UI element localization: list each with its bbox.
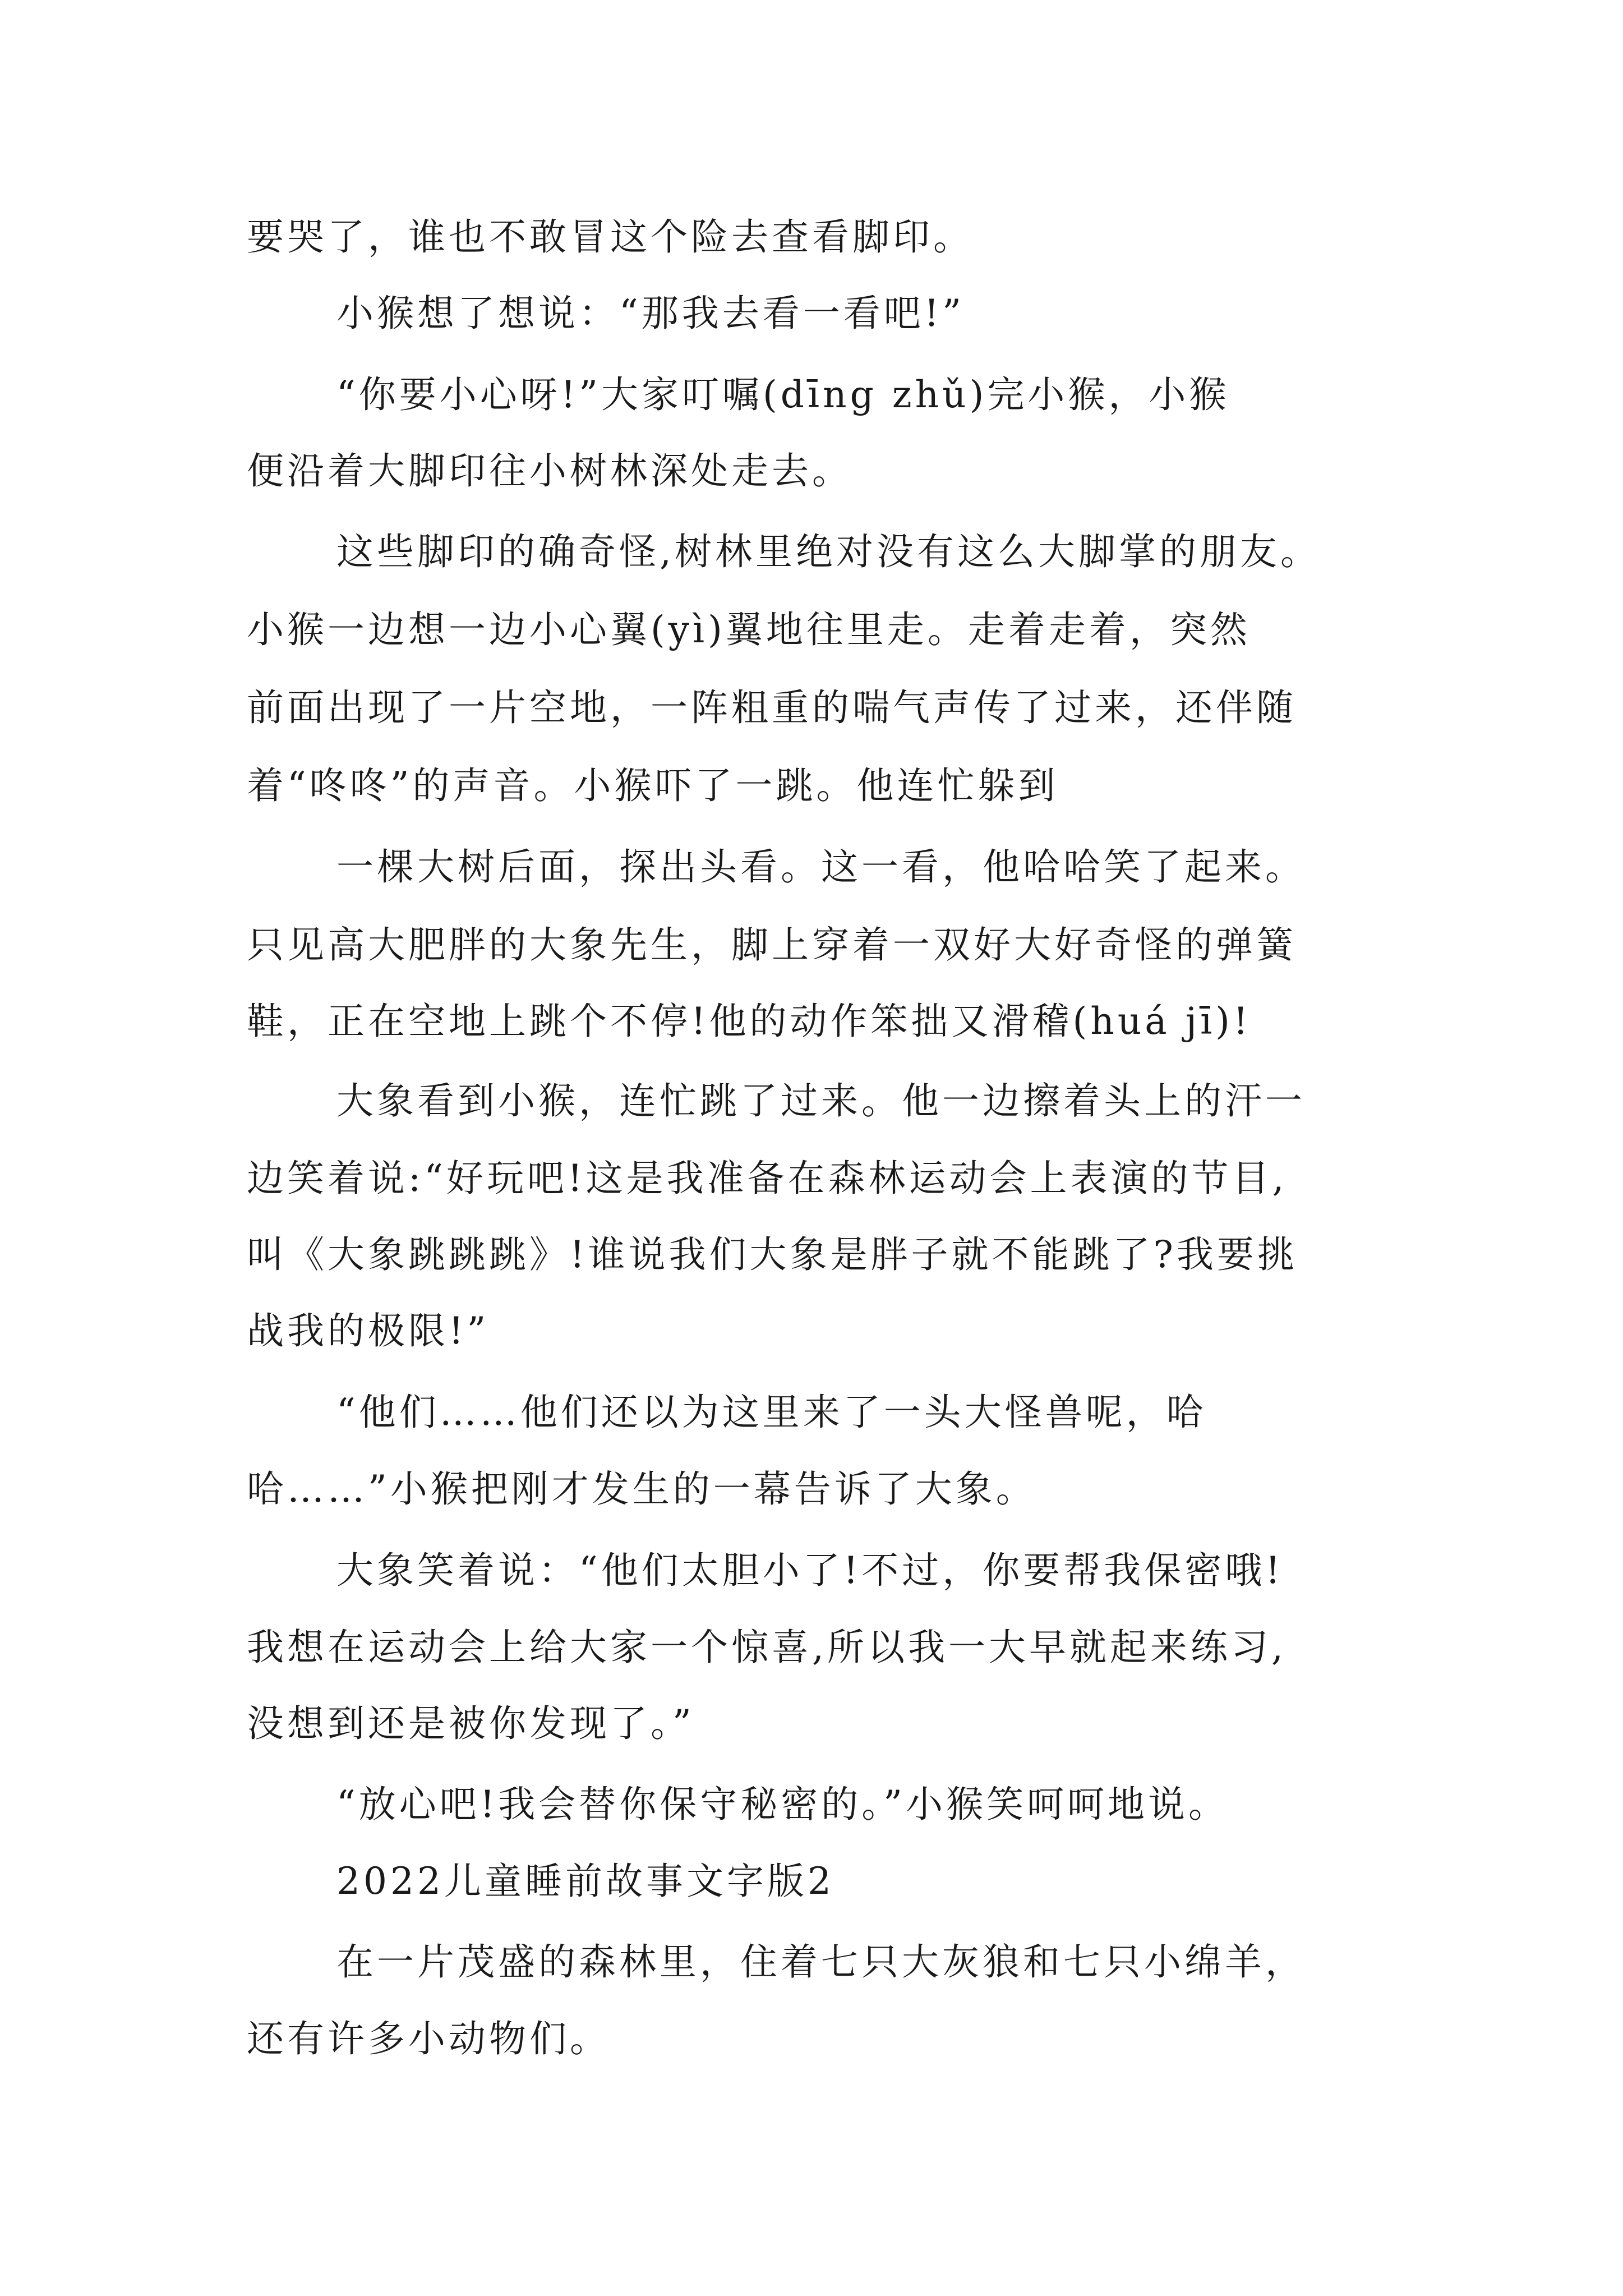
text-line: 战我的极限!” xyxy=(247,1309,490,1352)
text-line: 没想到还是被你发现了。” xyxy=(247,1702,695,1745)
section-heading: 2022儿童睡前故事文字版2 xyxy=(336,1860,834,1903)
text-line: 大象看到小猴，连忙跳了过来。他一边擦着头上的汗一 xyxy=(336,1079,1306,1122)
text-line: “他们……他们还以为这里来了一头大怪兽呢，哈 xyxy=(336,1391,1207,1434)
text-line: “你要小心呀!”大家叮嘱(dīng zhǔ)完小猴，小猴 xyxy=(336,373,1230,416)
text-line: 这些脚印的确奇怪,树林里绝对没有这么大脚掌的朋友。 xyxy=(336,530,1321,573)
text-line: 前面出现了一片空地，一阵粗重的喘气声传了过来，还伴随 xyxy=(247,686,1297,729)
text-line: 哈……”小猴把刚才发生的一幕告诉了大象。 xyxy=(247,1467,1036,1511)
text-line: 大象笑着说：“他们太胆小了!不过，你要帮我保密哦! xyxy=(336,1549,1284,1592)
text-line: 我想在运动会上给大家一个惊喜,所以我一大早就起来练习, xyxy=(247,1626,1287,1669)
text-line: 在一片茂盛的森林里，住着七只大灰狼和七只小绵羊， xyxy=(336,1940,1306,1984)
text-line: “放心吧!我会替你保守秘密的。”小猴笑呵呵地说。 xyxy=(336,1783,1229,1826)
text-line: 鞋，正在空地上跳个不停!他的动作笨拙又滑稽(huá jī)! xyxy=(247,1000,1252,1043)
text-line: 还有许多小动物们。 xyxy=(247,2017,610,2060)
text-line: 小猴想了想说：“那我去看一看吧!” xyxy=(336,292,965,335)
text-line: 一棵大树后面，探出头看。这一看，他哈哈笑了起来。 xyxy=(336,845,1306,889)
text-line: 要哭了，谁也不敢冒这个险去查看脚印。 xyxy=(247,215,974,259)
text-line: 便沿着大脚印往小树林深处走去。 xyxy=(247,449,852,493)
text-line: 小猴一边想一边小心翼(yì)翼地往里走。走着走着，突然 xyxy=(247,608,1251,651)
text-line: 叫《大象跳跳跳》!谁说我们大象是胖子就不能跳了?我要挑 xyxy=(247,1233,1298,1276)
text-line: 着“咚咚”的声音。小猴吓了一跳。他连忙躲到 xyxy=(247,764,1059,807)
text-line: 只见高大肥胖的大象先生，脚上穿着一双好大好奇怪的弹簧 xyxy=(247,923,1297,967)
text-line: 边笑着说:“好玩吧!这是我准备在森林运动会上表演的节目, xyxy=(247,1157,1288,1200)
